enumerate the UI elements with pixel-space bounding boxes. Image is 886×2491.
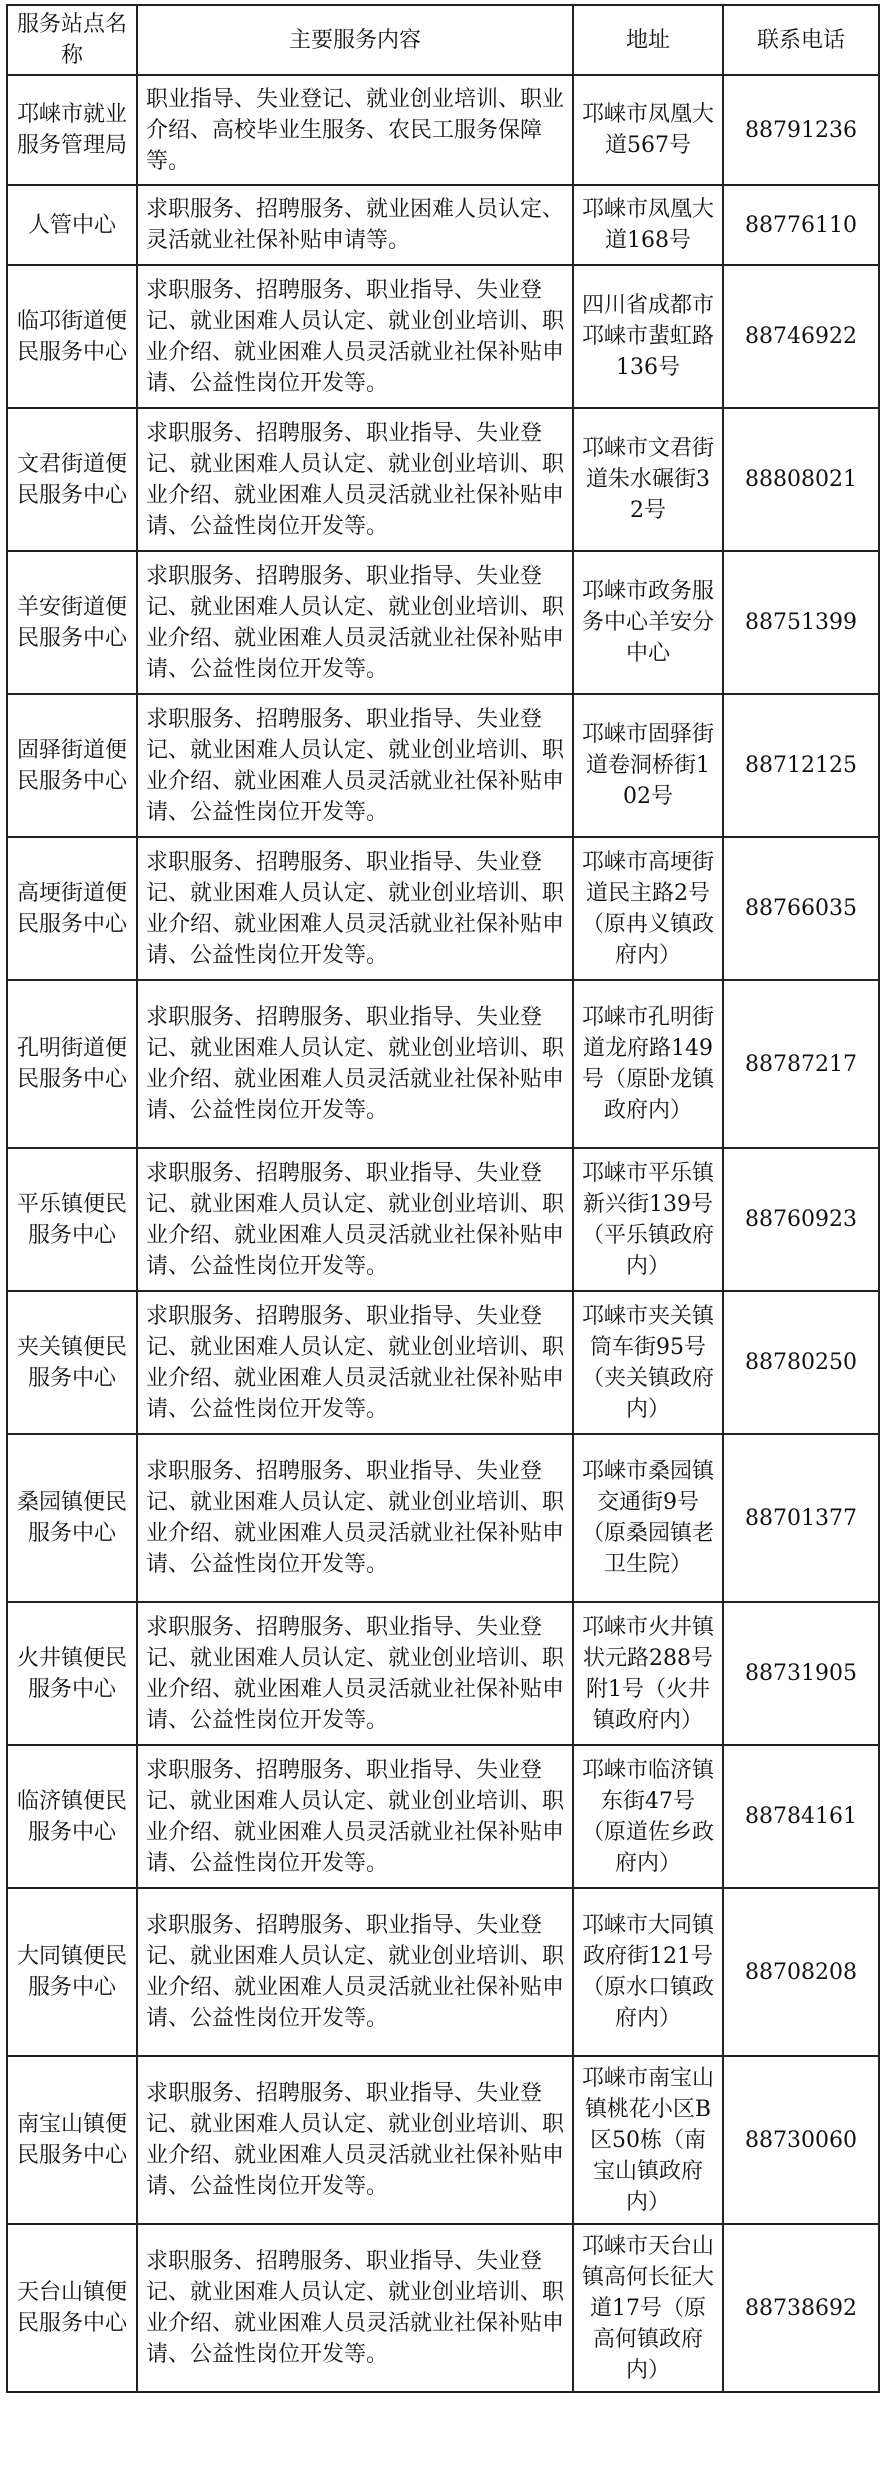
station-address: 四川省成都市邛崃市蜚虹路136号 bbox=[573, 265, 723, 408]
station-phone: 88780250 bbox=[723, 1291, 879, 1434]
table-header bbox=[7, 5, 879, 75]
table-row bbox=[7, 1888, 879, 2056]
station-phone: 88791236 bbox=[723, 75, 879, 185]
station-address: 邛崃市凤凰大道567号 bbox=[573, 75, 723, 185]
station-address: 邛崃市桑园镇交通街9号（原桑园镇老卫生院） bbox=[573, 1434, 723, 1602]
header-phone: 联系电话 bbox=[723, 5, 879, 75]
station-phone: 88738692 bbox=[723, 2224, 879, 2392]
station-phone: 88787217 bbox=[723, 980, 879, 1148]
station-address: 邛崃市政务服务中心羊安分中心 bbox=[573, 551, 723, 694]
station-name: 临邛街道便民服务中心 bbox=[7, 265, 137, 408]
station-phone: 88731905 bbox=[723, 1602, 879, 1745]
station-phone: 88701377 bbox=[723, 1434, 879, 1602]
service-content: 求职服务、招聘服务、职业指导、失业登记、就业困难人员认定、就业创业培训、职业介绍、就业困难人员灵活就业社保补贴申请、公益性岗位开发等。 bbox=[137, 1602, 573, 1745]
station-name: 南宝山镇便民服务中心 bbox=[7, 2056, 137, 2224]
table-row bbox=[7, 1434, 879, 1602]
service-content: 求职服务、招聘服务、职业指导、失业登记、就业困难人员认定、就业创业培训、职业介绍、就业困难人员灵活就业社保补贴申请、公益性岗位开发等。 bbox=[137, 551, 573, 694]
station-address: 邛崃市大同镇政府街121号（原水口镇政府内） bbox=[573, 1888, 723, 2056]
station-name: 文君街道便民服务中心 bbox=[7, 408, 137, 551]
table-row bbox=[7, 837, 879, 980]
service-content: 求职服务、招聘服务、职业指导、失业登记、就业困难人员认定、就业创业培训、职业介绍、就业困难人员灵活就业社保补贴申请、公益性岗位开发等。 bbox=[137, 1745, 573, 1888]
table-row bbox=[7, 408, 879, 551]
station-address: 邛崃市固驿街道卷洞桥街102号 bbox=[573, 694, 723, 837]
service-content: 求职服务、招聘服务、职业指导、失业登记、就业困难人员认定、就业创业培训、职业介绍、就业困难人员灵活就业社保补贴申请、公益性岗位开发等。 bbox=[137, 837, 573, 980]
table-row bbox=[7, 694, 879, 837]
station-name: 邛崃市就业服务管理局 bbox=[7, 75, 137, 185]
header-station-name: 服务站点名称 bbox=[7, 5, 137, 75]
station-address: 邛崃市临济镇东街47号（原道佐乡政府内） bbox=[573, 1745, 723, 1888]
service-content: 求职服务、招聘服务、职业指导、失业登记、就业困难人员认定、就业创业培训、职业介绍、就业困难人员灵活就业社保补贴申请、公益性岗位开发等。 bbox=[137, 1888, 573, 2056]
service-content: 求职服务、招聘服务、职业指导、失业登记、就业困难人员认定、就业创业培训、职业介绍、就业困难人员灵活就业社保补贴申请、公益性岗位开发等。 bbox=[137, 694, 573, 837]
table-row bbox=[7, 75, 879, 185]
station-phone: 88730060 bbox=[723, 2056, 879, 2224]
service-content: 求职服务、招聘服务、职业指导、失业登记、就业困难人员认定、就业创业培训、职业介绍、就业困难人员灵活就业社保补贴申请、公益性岗位开发等。 bbox=[137, 265, 573, 408]
station-name: 高埂街道便民服务中心 bbox=[7, 837, 137, 980]
station-phone: 88712125 bbox=[723, 694, 879, 837]
station-phone: 88751399 bbox=[723, 551, 879, 694]
station-name: 羊安街道便民服务中心 bbox=[7, 551, 137, 694]
table-body bbox=[7, 75, 879, 2392]
station-phone: 88784161 bbox=[723, 1745, 879, 1888]
station-phone: 88766035 bbox=[723, 837, 879, 980]
station-name: 人管中心 bbox=[7, 185, 137, 265]
table-row bbox=[7, 2056, 879, 2224]
service-stations-table bbox=[6, 4, 880, 2393]
service-content: 求职服务、招聘服务、职业指导、失业登记、就业困难人员认定、就业创业培训、职业介绍、就业困难人员灵活就业社保补贴申请、公益性岗位开发等。 bbox=[137, 980, 573, 1148]
station-phone: 88808021 bbox=[723, 408, 879, 551]
table-row bbox=[7, 1148, 879, 1291]
station-name: 平乐镇便民服务中心 bbox=[7, 1148, 137, 1291]
header-service-content: 主要服务内容 bbox=[137, 5, 573, 75]
header-row bbox=[7, 5, 879, 75]
table-row bbox=[7, 265, 879, 408]
station-address: 邛崃市南宝山镇桃花小区B区50栋（南宝山镇政府内） bbox=[573, 2056, 723, 2224]
service-content: 求职服务、招聘服务、职业指导、失业登记、就业困难人员认定、就业创业培训、职业介绍、就业困难人员灵活就业社保补贴申请、公益性岗位开发等。 bbox=[137, 1291, 573, 1434]
station-address: 邛崃市高埂街道民主路2号（原冉义镇政府内） bbox=[573, 837, 723, 980]
station-name: 固驿街道便民服务中心 bbox=[7, 694, 137, 837]
station-address: 邛崃市凤凰大道168号 bbox=[573, 185, 723, 265]
station-name: 天台山镇便民服务中心 bbox=[7, 2224, 137, 2392]
station-phone: 88746922 bbox=[723, 265, 879, 408]
header-address: 地址 bbox=[573, 5, 723, 75]
service-content: 求职服务、招聘服务、职业指导、失业登记、就业困难人员认定、就业创业培训、职业介绍、就业困难人员灵活就业社保补贴申请、公益性岗位开发等。 bbox=[137, 1434, 573, 1602]
service-content: 求职服务、招聘服务、职业指导、失业登记、就业困难人员认定、就业创业培训、职业介绍、就业困难人员灵活就业社保补贴申请、公益性岗位开发等。 bbox=[137, 2224, 573, 2392]
station-address: 邛崃市天台山镇高何长征大道17号（原高何镇政府内） bbox=[573, 2224, 723, 2392]
table-row bbox=[7, 1745, 879, 1888]
station-address: 邛崃市夹关镇筒车街95号（夹关镇政府内） bbox=[573, 1291, 723, 1434]
station-phone: 88708208 bbox=[723, 1888, 879, 2056]
table-row bbox=[7, 2224, 879, 2392]
service-content: 求职服务、招聘服务、职业指导、失业登记、就业困难人员认定、就业创业培训、职业介绍、就业困难人员灵活就业社保补贴申请、公益性岗位开发等。 bbox=[137, 2056, 573, 2224]
station-phone: 88776110 bbox=[723, 185, 879, 265]
table-row bbox=[7, 1602, 879, 1745]
station-address: 邛崃市火井镇状元路288号附1号（火井镇政府内） bbox=[573, 1602, 723, 1745]
station-address: 邛崃市孔明街道龙府路149号（原卧龙镇政府内） bbox=[573, 980, 723, 1148]
service-content: 职业指导、失业登记、就业创业培训、职业介绍、高校毕业生服务、农民工服务保障等。 bbox=[137, 75, 573, 185]
table-row bbox=[7, 551, 879, 694]
station-name: 桑园镇便民服务中心 bbox=[7, 1434, 137, 1602]
service-content: 求职服务、招聘服务、职业指导、失业登记、就业困难人员认定、就业创业培训、职业介绍、就业困难人员灵活就业社保补贴申请、公益性岗位开发等。 bbox=[137, 408, 573, 551]
service-content: 求职服务、招聘服务、职业指导、失业登记、就业困难人员认定、就业创业培训、职业介绍、就业困难人员灵活就业社保补贴申请、公益性岗位开发等。 bbox=[137, 1148, 573, 1291]
station-name: 火井镇便民服务中心 bbox=[7, 1602, 137, 1745]
table-row bbox=[7, 980, 879, 1148]
station-name: 夹关镇便民服务中心 bbox=[7, 1291, 137, 1434]
station-name: 大同镇便民服务中心 bbox=[7, 1888, 137, 2056]
station-phone: 88760923 bbox=[723, 1148, 879, 1291]
table-row bbox=[7, 1291, 879, 1434]
station-name: 孔明街道便民服务中心 bbox=[7, 980, 137, 1148]
station-address: 邛崃市平乐镇新兴街139号（平乐镇政府内） bbox=[573, 1148, 723, 1291]
station-name: 临济镇便民服务中心 bbox=[7, 1745, 137, 1888]
table-row bbox=[7, 185, 879, 265]
station-address: 邛崃市文君街道朱水碾街32号 bbox=[573, 408, 723, 551]
service-content: 求职服务、招聘服务、就业困难人员认定、灵活就业社保补贴申请等。 bbox=[137, 185, 573, 265]
